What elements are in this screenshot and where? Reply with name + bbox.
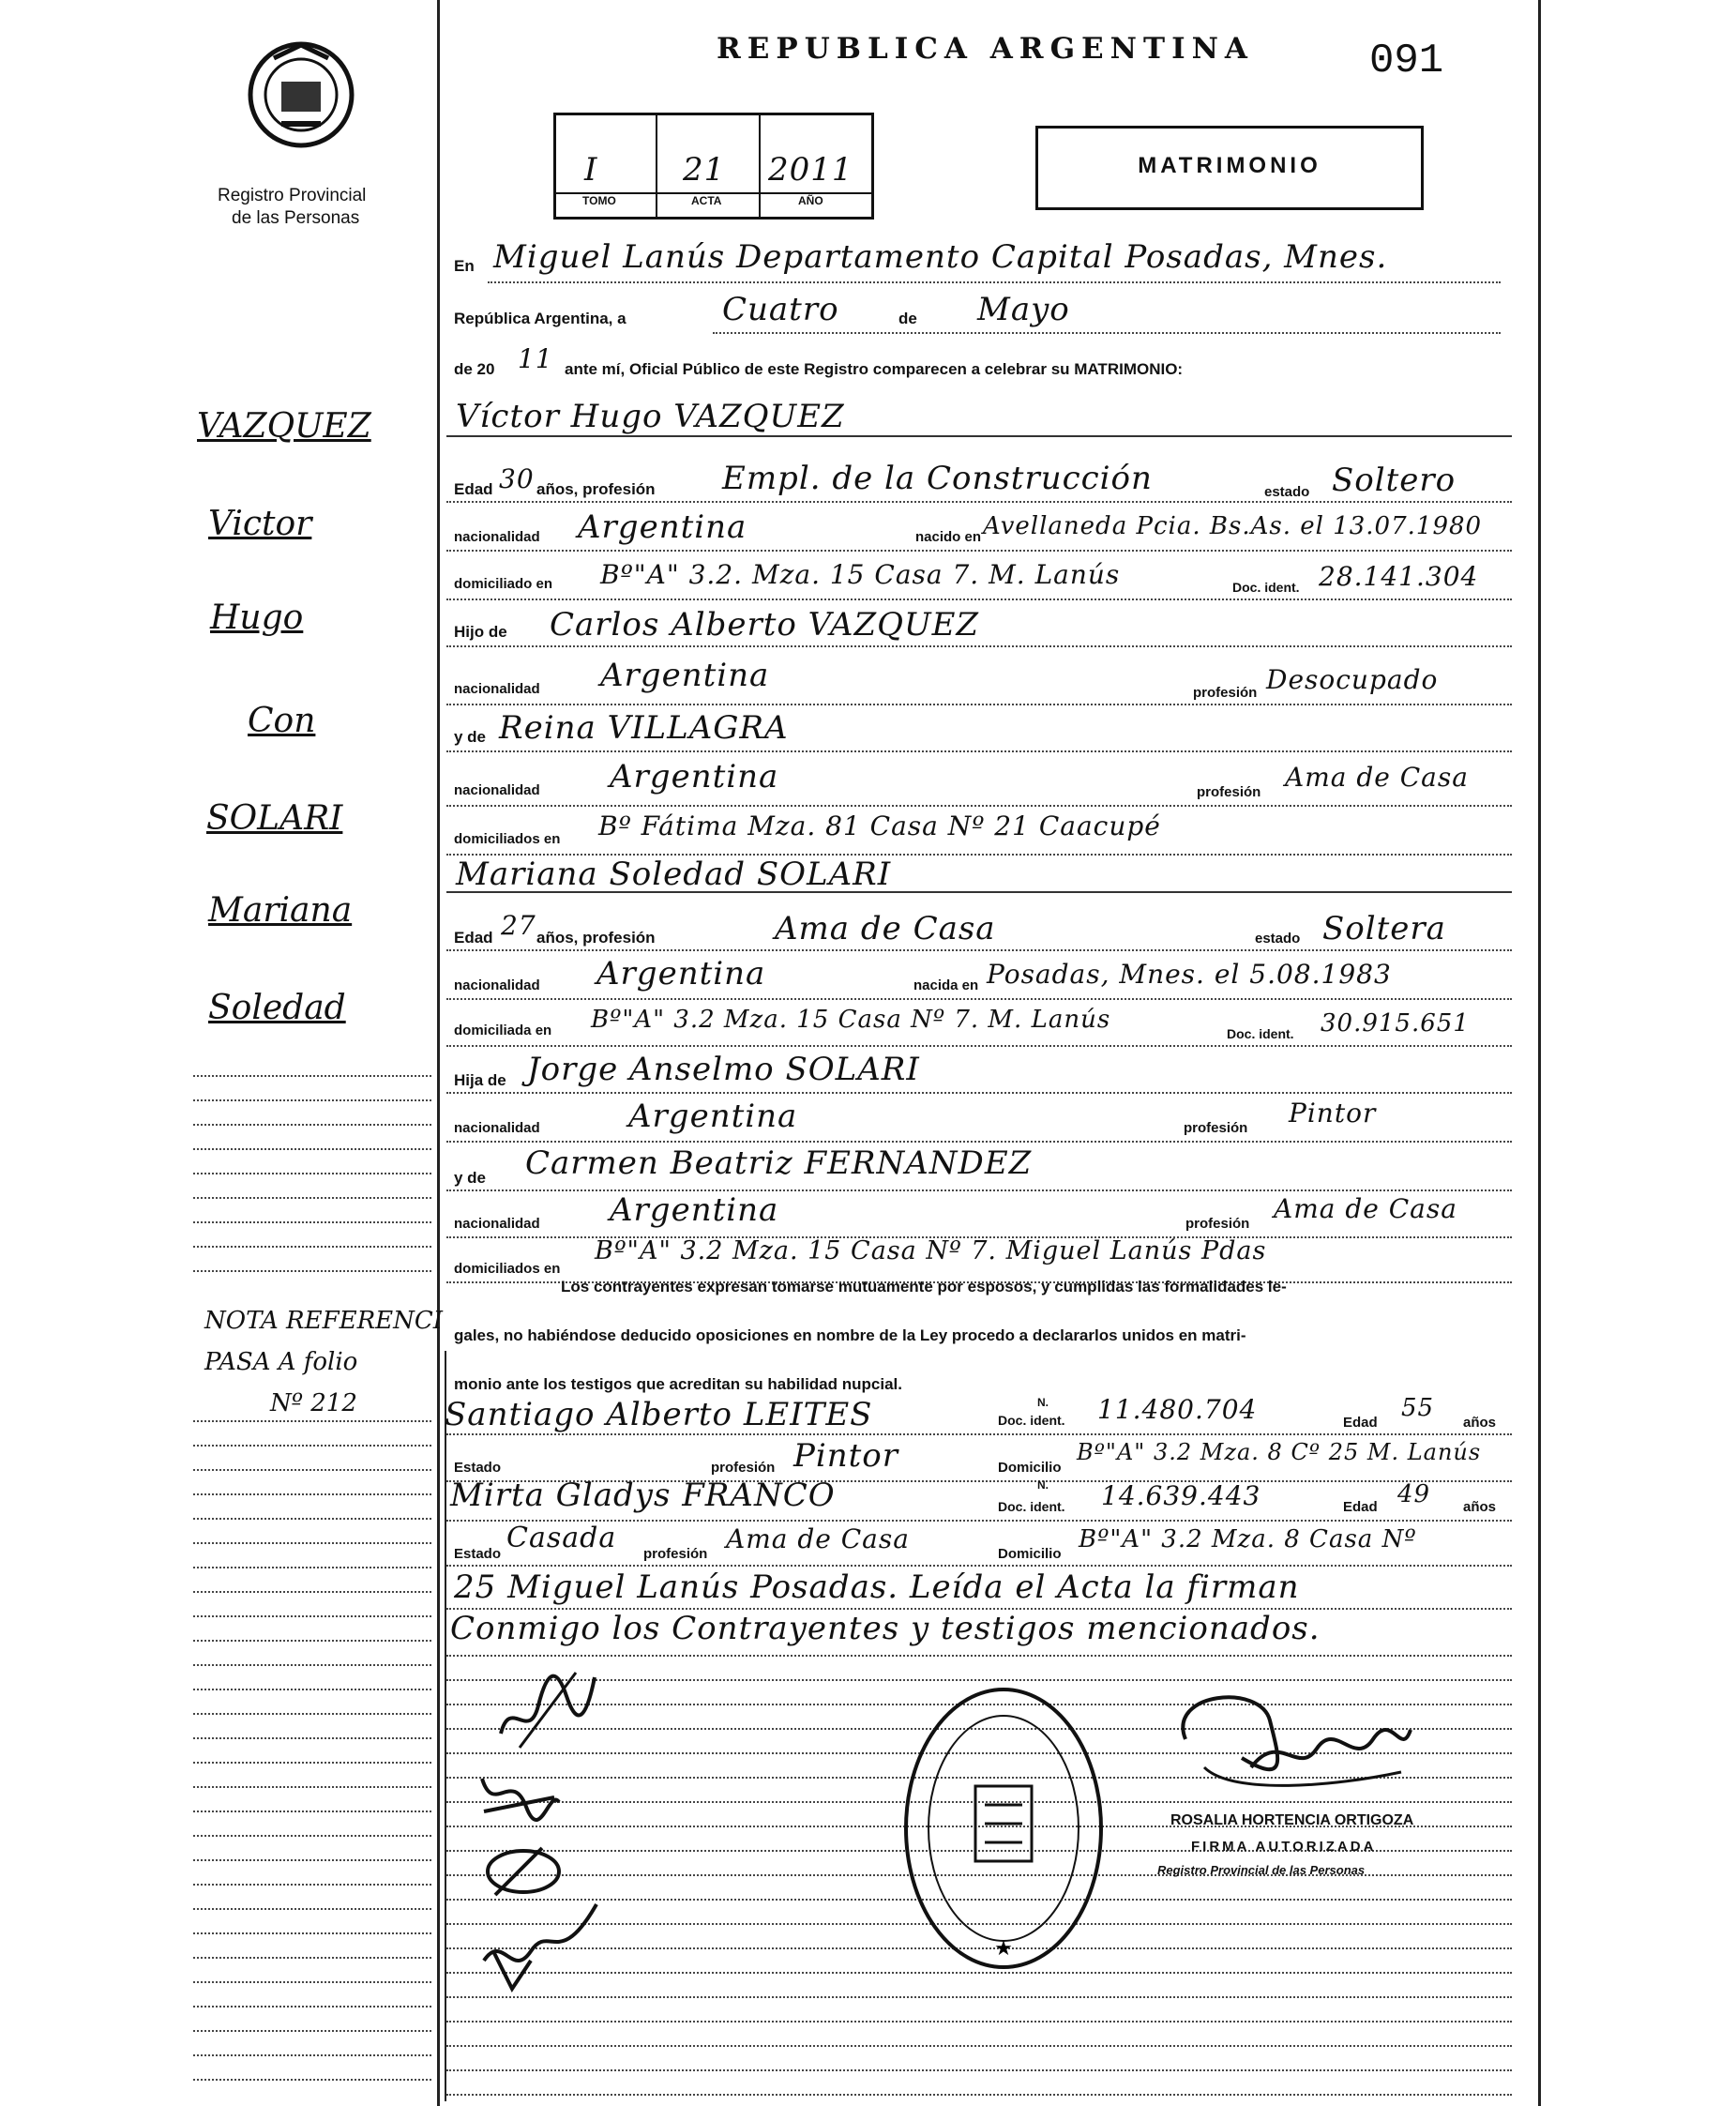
left-rule-line — [193, 1884, 431, 1886]
label-doc-ident: Doc. ident. — [1232, 580, 1300, 595]
margin-note-2: Hugo — [210, 598, 304, 637]
country-title: REPUBLICA ARGENTINA — [717, 32, 1254, 66]
groom-address: Bº"A" 3.2. Mza. 15 Casa 7. M. Lanús — [600, 559, 1121, 590]
label-hija-de: Hija de — [454, 1071, 506, 1089]
label-nacionalidad-gm: nacionalidad — [454, 782, 540, 798]
label-doc-ident-b: Doc. ident. — [1227, 1026, 1294, 1041]
anio-label: AÑO — [798, 194, 823, 207]
svg-text:★: ★ — [994, 1937, 1013, 1961]
label-nacionalidad-gf: nacionalidad — [454, 681, 540, 697]
acta-value: 21 — [683, 151, 726, 189]
label-nacionalidad: nacionalidad — [454, 529, 540, 545]
left-rule-line — [193, 2030, 431, 2032]
label-estado-b: estado — [1255, 931, 1301, 947]
year-suffix: 11 — [518, 343, 553, 374]
main-column-border — [445, 1351, 446, 2101]
serial-number: 091 — [1369, 38, 1444, 84]
groom-father-nationality: Argentina — [600, 657, 770, 694]
label-estado: estado — [1264, 484, 1310, 500]
witness2-profession: Ama de Casa — [726, 1523, 910, 1554]
witness2-line2 — [446, 1565, 1512, 1567]
province-seal — [246, 39, 356, 150]
groom-status: Soltero — [1332, 462, 1457, 499]
left-rule-line — [193, 1591, 431, 1593]
label-domicilio-w2: Domicilio — [998, 1546, 1062, 1562]
groom-mother-line — [446, 750, 1512, 752]
left-rule-line — [193, 1640, 431, 1642]
left-rule-line — [193, 2079, 431, 2081]
label-domiciliado-en: domiciliado en — [454, 576, 553, 592]
left-rule-line — [193, 1542, 431, 1544]
label-profesion-bm: profesión — [1185, 1216, 1250, 1232]
bride-mother-nationality: Argentina — [610, 1191, 779, 1229]
left-column-border — [437, 0, 440, 2106]
right-page-border — [1538, 0, 1541, 2106]
declaration-line-1: gales, no habiéndose deducido oposiciones en nombre de la Ley procedo a declararlos unidos en matri- — [454, 1326, 1246, 1344]
left-rule-line — [193, 1173, 431, 1174]
left-rule-line — [193, 1420, 431, 1422]
margin-note-5: Mariana — [208, 891, 353, 930]
label-nacionalidad-bf: nacionalidad — [454, 1120, 540, 1136]
label-nacido-en: nacido en — [915, 529, 982, 545]
left-rule-line — [193, 2054, 431, 2056]
groom-edad-line — [446, 501, 1512, 503]
bride-age: 27 — [501, 910, 536, 941]
reference-line-2: Nº 212 — [270, 1389, 357, 1417]
left-rule-line — [193, 1270, 431, 1272]
bride-father-nationality: Argentina — [628, 1098, 798, 1135]
label-estado-w1: Estado — [454, 1460, 502, 1476]
label-edad: Edad — [454, 480, 493, 498]
label-edad-w1: Edad — [1343, 1415, 1378, 1431]
bride-father: Jorge Anselmo SOLARI — [527, 1051, 920, 1088]
label-profesion-gf: profesión — [1193, 685, 1258, 701]
groom-birthplace: Avellaneda Pcia. Bs.As. el 13.07.1980 — [983, 512, 1483, 540]
left-rule-line — [193, 1786, 431, 1788]
main-rule-line — [446, 2069, 1512, 2071]
left-rule-line — [193, 1908, 431, 1910]
signature-witness2 — [475, 1895, 606, 1998]
witness2-address: Bº"A" 3.2 Mza. 8 Casa Nº — [1079, 1525, 1417, 1553]
left-rule-line — [193, 1518, 431, 1520]
witness1-name: Santiago Alberto LEITES — [445, 1396, 873, 1433]
bride-mother: Carmen Beatriz FERNANDEZ — [525, 1144, 1033, 1182]
groom-mother-nat-line — [446, 805, 1512, 807]
tomo-label: TOMO — [582, 194, 616, 207]
left-rule-line — [193, 1713, 431, 1715]
signatory-name: ROSALIA HORTENCIA ORTIGOZA — [1170, 1812, 1414, 1828]
bride-father-line — [446, 1092, 1512, 1094]
bride-mother-line — [446, 1189, 1512, 1191]
bride-name: Mariana Soledad SOLARI — [456, 856, 892, 893]
left-rule-line — [193, 1932, 431, 1934]
main-rule-line — [446, 1996, 1512, 1998]
bride-dom-line — [446, 1045, 1512, 1047]
left-rule-line — [193, 1197, 431, 1199]
bride-address: Bº"A" 3.2 Mza. 15 Casa Nº 7. M. Lanús — [591, 1006, 1111, 1034]
label-doc-ident-w2: Doc. ident. — [998, 1499, 1065, 1514]
label-nacionalidad-b: nacionalidad — [454, 977, 540, 993]
signature-groom — [491, 1659, 604, 1752]
witness1-line — [446, 1433, 1512, 1435]
tomo-acta-anio-box — [553, 113, 874, 220]
label-anos-profesion: años, profesión — [536, 480, 656, 498]
groom-parents-address: Bº Fátima Mza. 81 Casa Nº 21 Caacupé — [598, 811, 1161, 841]
label-y-de-bm: y de — [454, 1169, 487, 1187]
place-line — [488, 281, 1501, 283]
witness1-age: 55 — [1401, 1394, 1435, 1422]
label-n-w2: N. — [1037, 1478, 1049, 1492]
authorized-signature — [1148, 1683, 1429, 1805]
declaration-line-0: Los contrayentes expresan tomarse mutuamente por esposos, y cumplidas las formalidades le- — [561, 1278, 1287, 1295]
margin-note-3: Con — [248, 702, 316, 740]
place-value: Miguel Lanús Departamento Capital Posadas, Mnes. — [493, 238, 1388, 276]
bride-doc: 30.915.651 — [1321, 1009, 1470, 1038]
groom-mother: Reina VILLAGRA — [499, 709, 789, 747]
left-rule-line — [193, 1124, 431, 1126]
left-rule-line — [193, 1148, 431, 1150]
label-anos-profesion-b: años, profesión — [536, 929, 656, 947]
left-rule-line — [193, 1246, 431, 1248]
groom-mother-profession: Ama de Casa — [1285, 762, 1469, 793]
matrimonio-box — [1035, 126, 1424, 210]
label-domiciliada-en: domiciliada en — [454, 1023, 552, 1038]
signature-bride — [475, 1760, 568, 1826]
signatory-title: FIRMA AUTORIZADA — [1191, 1839, 1377, 1855]
label-estado-w2: Estado — [454, 1546, 502, 1562]
groom-father-profession: Desocupado — [1266, 664, 1439, 695]
left-rule-line — [193, 1957, 431, 1959]
witness1-address: Bº"A" 3.2 Mza. 8 Cº 25 M. Lanús — [1077, 1439, 1482, 1465]
groom-name: Víctor Hugo VAZQUEZ — [456, 398, 845, 435]
margin-note-4: SOLARI — [206, 799, 343, 838]
left-rule-line — [193, 1075, 431, 1077]
year-prefix: de 20 — [454, 360, 495, 378]
label-profesion-w2: profesión — [643, 1546, 708, 1562]
label-nacionalidad-bm: nacionalidad — [454, 1216, 540, 1232]
left-rule-line — [193, 1811, 431, 1812]
bride-name-line — [446, 891, 1512, 893]
bride-edad-line — [446, 949, 1512, 951]
label-profesion-bf: profesión — [1184, 1120, 1248, 1136]
en-label: En — [454, 257, 475, 275]
witness2-name: Mirta Gladys FRANCO — [450, 1477, 836, 1514]
left-rule-line — [193, 1859, 431, 1861]
margin-note-6: Soledad — [208, 989, 346, 1027]
groom-doc: 28.141.304 — [1319, 561, 1479, 592]
witness1-profession: Pintor — [793, 1437, 899, 1475]
margin-note-0: VAZQUEZ — [197, 407, 371, 446]
left-rule-line — [193, 1981, 431, 1983]
type-label: MATRIMONIO — [1138, 153, 1321, 178]
official-stamp — [900, 1683, 1107, 1974]
left-rule-line — [193, 1835, 431, 1837]
main-rule-line — [446, 2094, 1512, 2096]
left-rule-line — [193, 1689, 431, 1690]
label-profesion-gm: profesión — [1197, 784, 1261, 800]
main-rule-line — [446, 1679, 1512, 1681]
label-edad-w2: Edad — [1343, 1499, 1378, 1515]
bride-father-profession: Pintor — [1289, 1098, 1377, 1129]
left-rule-line — [193, 1615, 431, 1617]
bride-birthplace: Posadas, Mnes. el 5.08.1983 — [987, 959, 1392, 990]
bride-nationality: Argentina — [596, 955, 766, 992]
bride-status: Soltera — [1322, 910, 1446, 947]
groom-nac-line — [446, 550, 1512, 552]
day-value: Cuatro — [722, 291, 839, 328]
left-rule-line — [193, 1737, 431, 1739]
label-doc-ident-w1: Doc. ident. — [998, 1413, 1065, 1428]
main-rule-line — [446, 1655, 1512, 1657]
groom-dom-line — [446, 598, 1512, 600]
label-y-de-gm: y de — [454, 728, 487, 746]
label-hijo-de: Hijo de — [454, 623, 507, 641]
registry-line1: Registro Provincial — [218, 186, 367, 205]
left-rule-line — [193, 1664, 431, 1666]
label-n-w1: N. — [1037, 1396, 1049, 1409]
acta-label: ACTA — [691, 194, 722, 207]
label-nacida-en: nacida en — [913, 977, 979, 993]
left-rule-line — [193, 1493, 431, 1495]
label-edad-b: Edad — [454, 929, 493, 947]
groom-mother-nationality: Argentina — [610, 758, 779, 795]
reference-note — [204, 1300, 443, 1424]
signatory-org: Registro Provincial de las Personas — [1157, 1863, 1366, 1877]
declaration-line-2: monio ante los testigos que acreditan su habilidad nupcial. — [454, 1375, 902, 1393]
label-anos-w1: años — [1463, 1415, 1497, 1431]
bride-profession: Ama de Casa — [775, 910, 996, 947]
witness1-doc: 11.480.704 — [1097, 1394, 1258, 1425]
left-rule-line — [193, 1445, 431, 1447]
registry-line2: de las Personas — [232, 208, 360, 228]
bride-mother-profession: Ama de Casa — [1274, 1193, 1457, 1224]
left-rule-line — [193, 1469, 431, 1471]
anio-value: 2011 — [768, 151, 853, 189]
groom-nationality: Argentina — [578, 508, 747, 546]
groom-father-line — [446, 645, 1512, 647]
groom-profession: Empl. de la Construcción — [722, 460, 1153, 497]
left-rule-line — [193, 1567, 431, 1568]
label-domiciliados-en-b: domiciliados en — [454, 1261, 561, 1277]
reference-line-0: NOTA REFERENCI — [204, 1307, 444, 1335]
label-anos-w2: años — [1463, 1499, 1497, 1515]
left-rule-line — [193, 2006, 431, 2008]
date-line — [713, 332, 1501, 334]
witness2-doc: 14.639.443 — [1101, 1480, 1261, 1511]
groom-father: Carlos Alberto VAZQUEZ — [550, 606, 980, 644]
bride-parents-address: Bº"A" 3.2 Mza. 15 Casa Nº 7. Miguel Lanús Pdas — [595, 1236, 1267, 1265]
reference-line-1: PASA A folio — [204, 1348, 358, 1376]
label-profesion-w1: profesión — [711, 1460, 776, 1476]
left-rule-line — [193, 1221, 431, 1223]
main-rule-line — [446, 2045, 1512, 2047]
de-label: de — [898, 310, 917, 327]
groom-name-line — [446, 435, 1512, 437]
closing-line-1: Conmigo los Contrayentes y testigos mencionados. — [450, 1610, 1321, 1647]
bride-father-nat-line — [446, 1141, 1512, 1143]
bride-nac-line — [446, 998, 1512, 1000]
main-rule-line — [446, 2021, 1512, 2023]
groom-age: 30 — [499, 463, 535, 494]
intro-statement: ante mí, Oficial Público de este Registro comparecen a celebrar su MATRIMONIO: — [565, 360, 1184, 378]
closing-line-0: 25 Miguel Lanús Posadas. Leída el Acta la firman — [454, 1568, 1300, 1606]
label-domiciliados-en-g: domiciliados en — [454, 831, 561, 847]
tomo-value: I — [584, 151, 598, 189]
witness2-age: 49 — [1397, 1480, 1431, 1508]
label-domicilio-w1: Domicilio — [998, 1460, 1062, 1476]
witness2-status: Casada — [506, 1522, 617, 1554]
month-value: Mayo — [977, 291, 1070, 328]
groom-father-nat-line — [446, 704, 1512, 705]
left-rule-line — [193, 1099, 431, 1101]
republic-label: República Argentina, a — [454, 310, 626, 327]
left-rule-line — [193, 1762, 431, 1764]
margin-note-1: Victor — [208, 505, 312, 543]
